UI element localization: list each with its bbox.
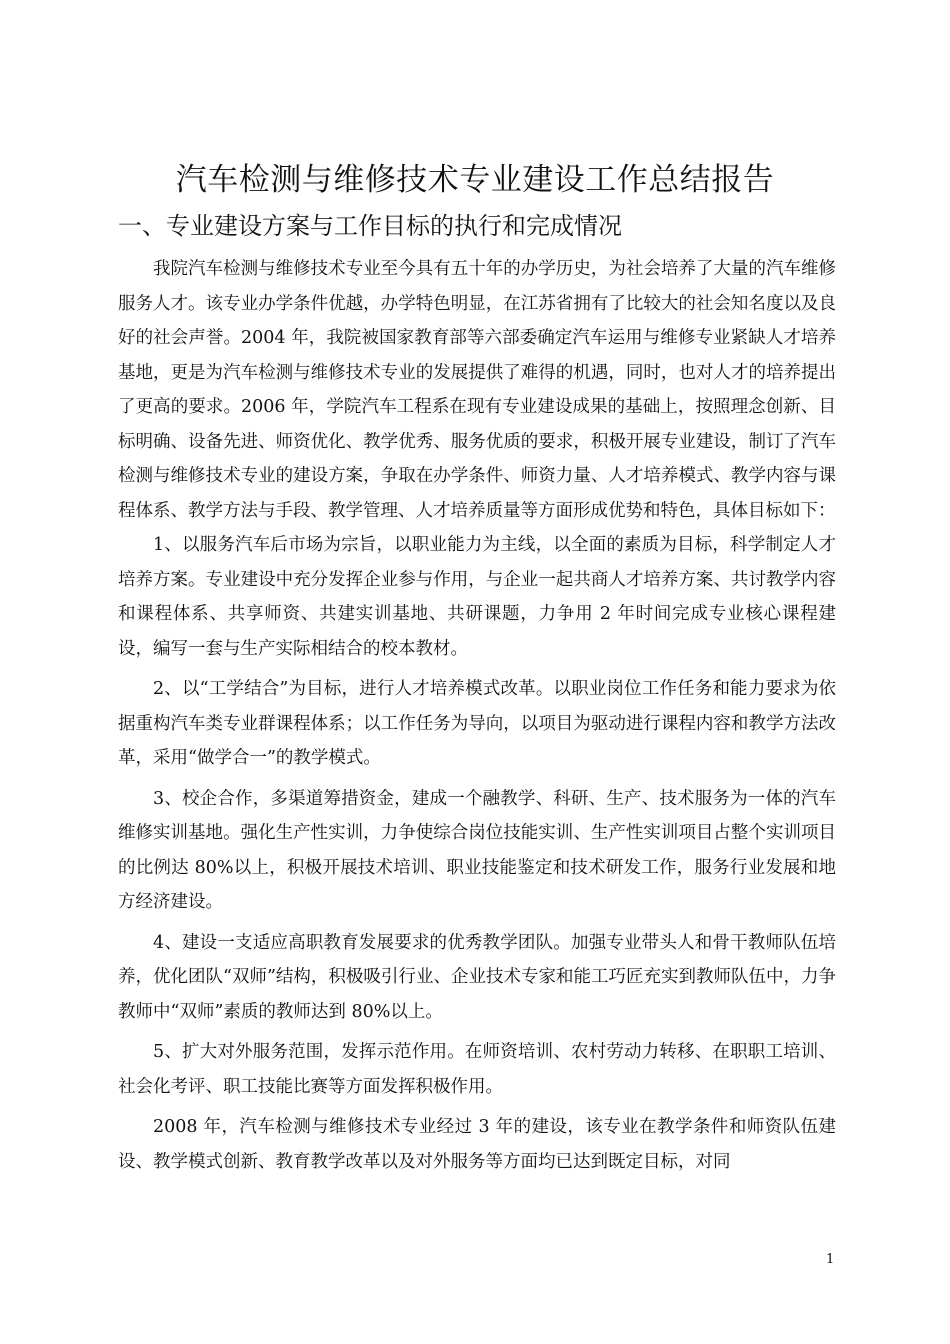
paragraph-goal-1: 1、以服务汽车后市场为宗旨，以职业能力为主线，以全面的素质为目标，科学制定人才培养方案。专业建设中充分发挥企业参与作用，与企业一起共商人才培养方案、共讨教学内容和课程体系、共享师资、共建实训基地、共研课题，力争用 2 年时间完成专业核心课程建设，编写一套与生产实际相结合的校本教材。 bbox=[118, 535, 836, 659]
section-heading: 一、专业建设方案与工作目标的执行和完成情况 bbox=[118, 212, 622, 240]
page-number: 1 bbox=[826, 1252, 835, 1267]
paragraph-goal-4: 4、建设一支适应高职教育发展要求的优秀教学团队。加强专业带头人和骨干教师队伍培养，优化团队“双师”结构，积极吸引行业、企业技术专家和能工巧匠充实到教师队伍中，力争教师中“双师”素质的教师达到 80%以上。 bbox=[118, 932, 836, 1022]
paragraph-goal-5: 5、扩大对外服务范围，发挥示范作用。在师资培训、农村劳动力转移、在职职工培训、社会化考评、职工技能比赛等方面发挥积极作用。 bbox=[118, 1042, 836, 1097]
paragraph-summary-2008: 2008 年，汽车检测与维修技术专业经过 3 年的建设，该专业在教学条件和师资队伍建设、教学模式创新、教育教学改革以及对外服务等方面均已达到既定目标，对同 bbox=[118, 1117, 836, 1172]
document-title: 汽车检测与维修技术专业建设工作总结报告 bbox=[175, 162, 775, 198]
paragraph-goal-3: 3、校企合作，多渠道筹措资金，建成一个融教学、科研、生产、技术服务为一体的汽车维修实训基地。强化生产性实训，力争使综合岗位技能实训、生产性实训项目占整个实训项目的比例达 80%以上，积极开展技术培训、职业技能鉴定和技术研发工作，服务行业发展和地方经济建设。 bbox=[118, 788, 836, 912]
body-text bbox=[118, 252, 836, 1179]
paragraph-goal-2: 2、以“工学结合”为目标，进行人才培养模式改革。以职业岗位工作任务和能力要求为依据重构汽车类专业群课程体系；以工作任务为导向，以项目为驱动进行课程内容和教学方法改革，采用“做学合一”的教学模式。 bbox=[118, 679, 836, 768]
paragraph-intro: 我院汽车检测与维修技术专业至今具有五十年的办学历史，为社会培养了大量的汽车维修服务人才。该专业办学条件优越，办学特色明显，在江苏省拥有了比较大的社会知名度以及良好的社会声誉。2004 年，我院被国家教育部等六部委确定汽车运用与维修专业紧缺人才培养基地，更是为汽车检测与维修技术专业的发展提供了难得的机遇，同时，也对人才的培养提出了更高的要求。2006 年，学院汽车工程系在现有专业建设成果的基础上，按照理念创新、目标明确、设备先进、师资优化、教学优秀、服务优质的要求，积极开展专业建设，制订了汽车检测与维修技术专业的建设方案，争取在办学条件、师资力量、人才培养模式、教学内容与课程体系、教学方法与手段、教学管理、人才培养质量等方面形成优势和特色，具体目标如下： bbox=[118, 259, 836, 521]
